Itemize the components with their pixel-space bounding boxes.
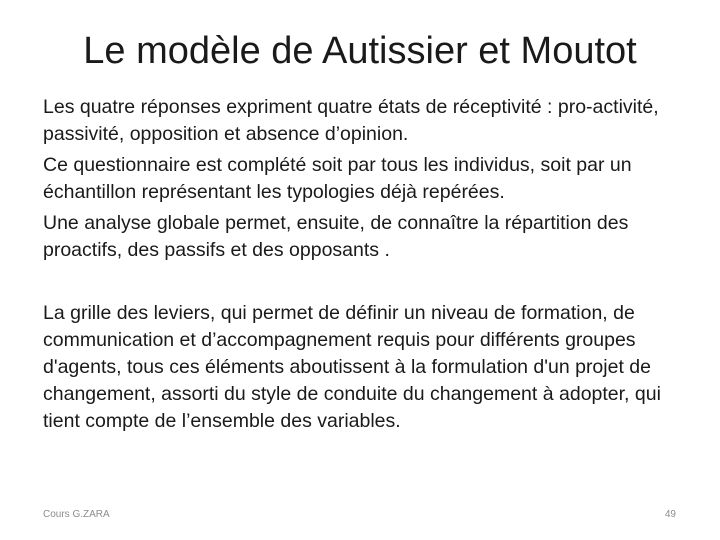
paragraph-questionnaire: Ce questionnaire est complété soit par tous les individus, soit par un échantillon représentant les typologies déjà repérées.	[43, 154, 632, 203]
slide-body	[43, 94, 683, 439]
page-number: 49	[664, 509, 676, 520]
paragraph-receptivity: Les quatre réponses expriment quatre états de réceptivité : pro-activité, passivité, opposition et absence d’opinion.	[43, 96, 659, 145]
footer-course-label: Cours G.ZARA	[43, 509, 110, 520]
paragraph-analysis: Une analyse globale permet, ensuite, de connaître la répartition des proactifs, des passifs et des opposants .	[43, 212, 629, 261]
paragraph-levers-grid: La grille des leviers, qui permet de définir un niveau de formation, de communication et d’accompagnement requis pour différents groupes d'agents, tous ces éléments aboutissent à la formulation d'un projet de changement, assorti du style de conduite du changement à adopter, qui tient compte de l’ensemble des variables.	[43, 302, 661, 432]
slide-title: Le modèle de Autissier et Moutot	[83, 30, 637, 72]
